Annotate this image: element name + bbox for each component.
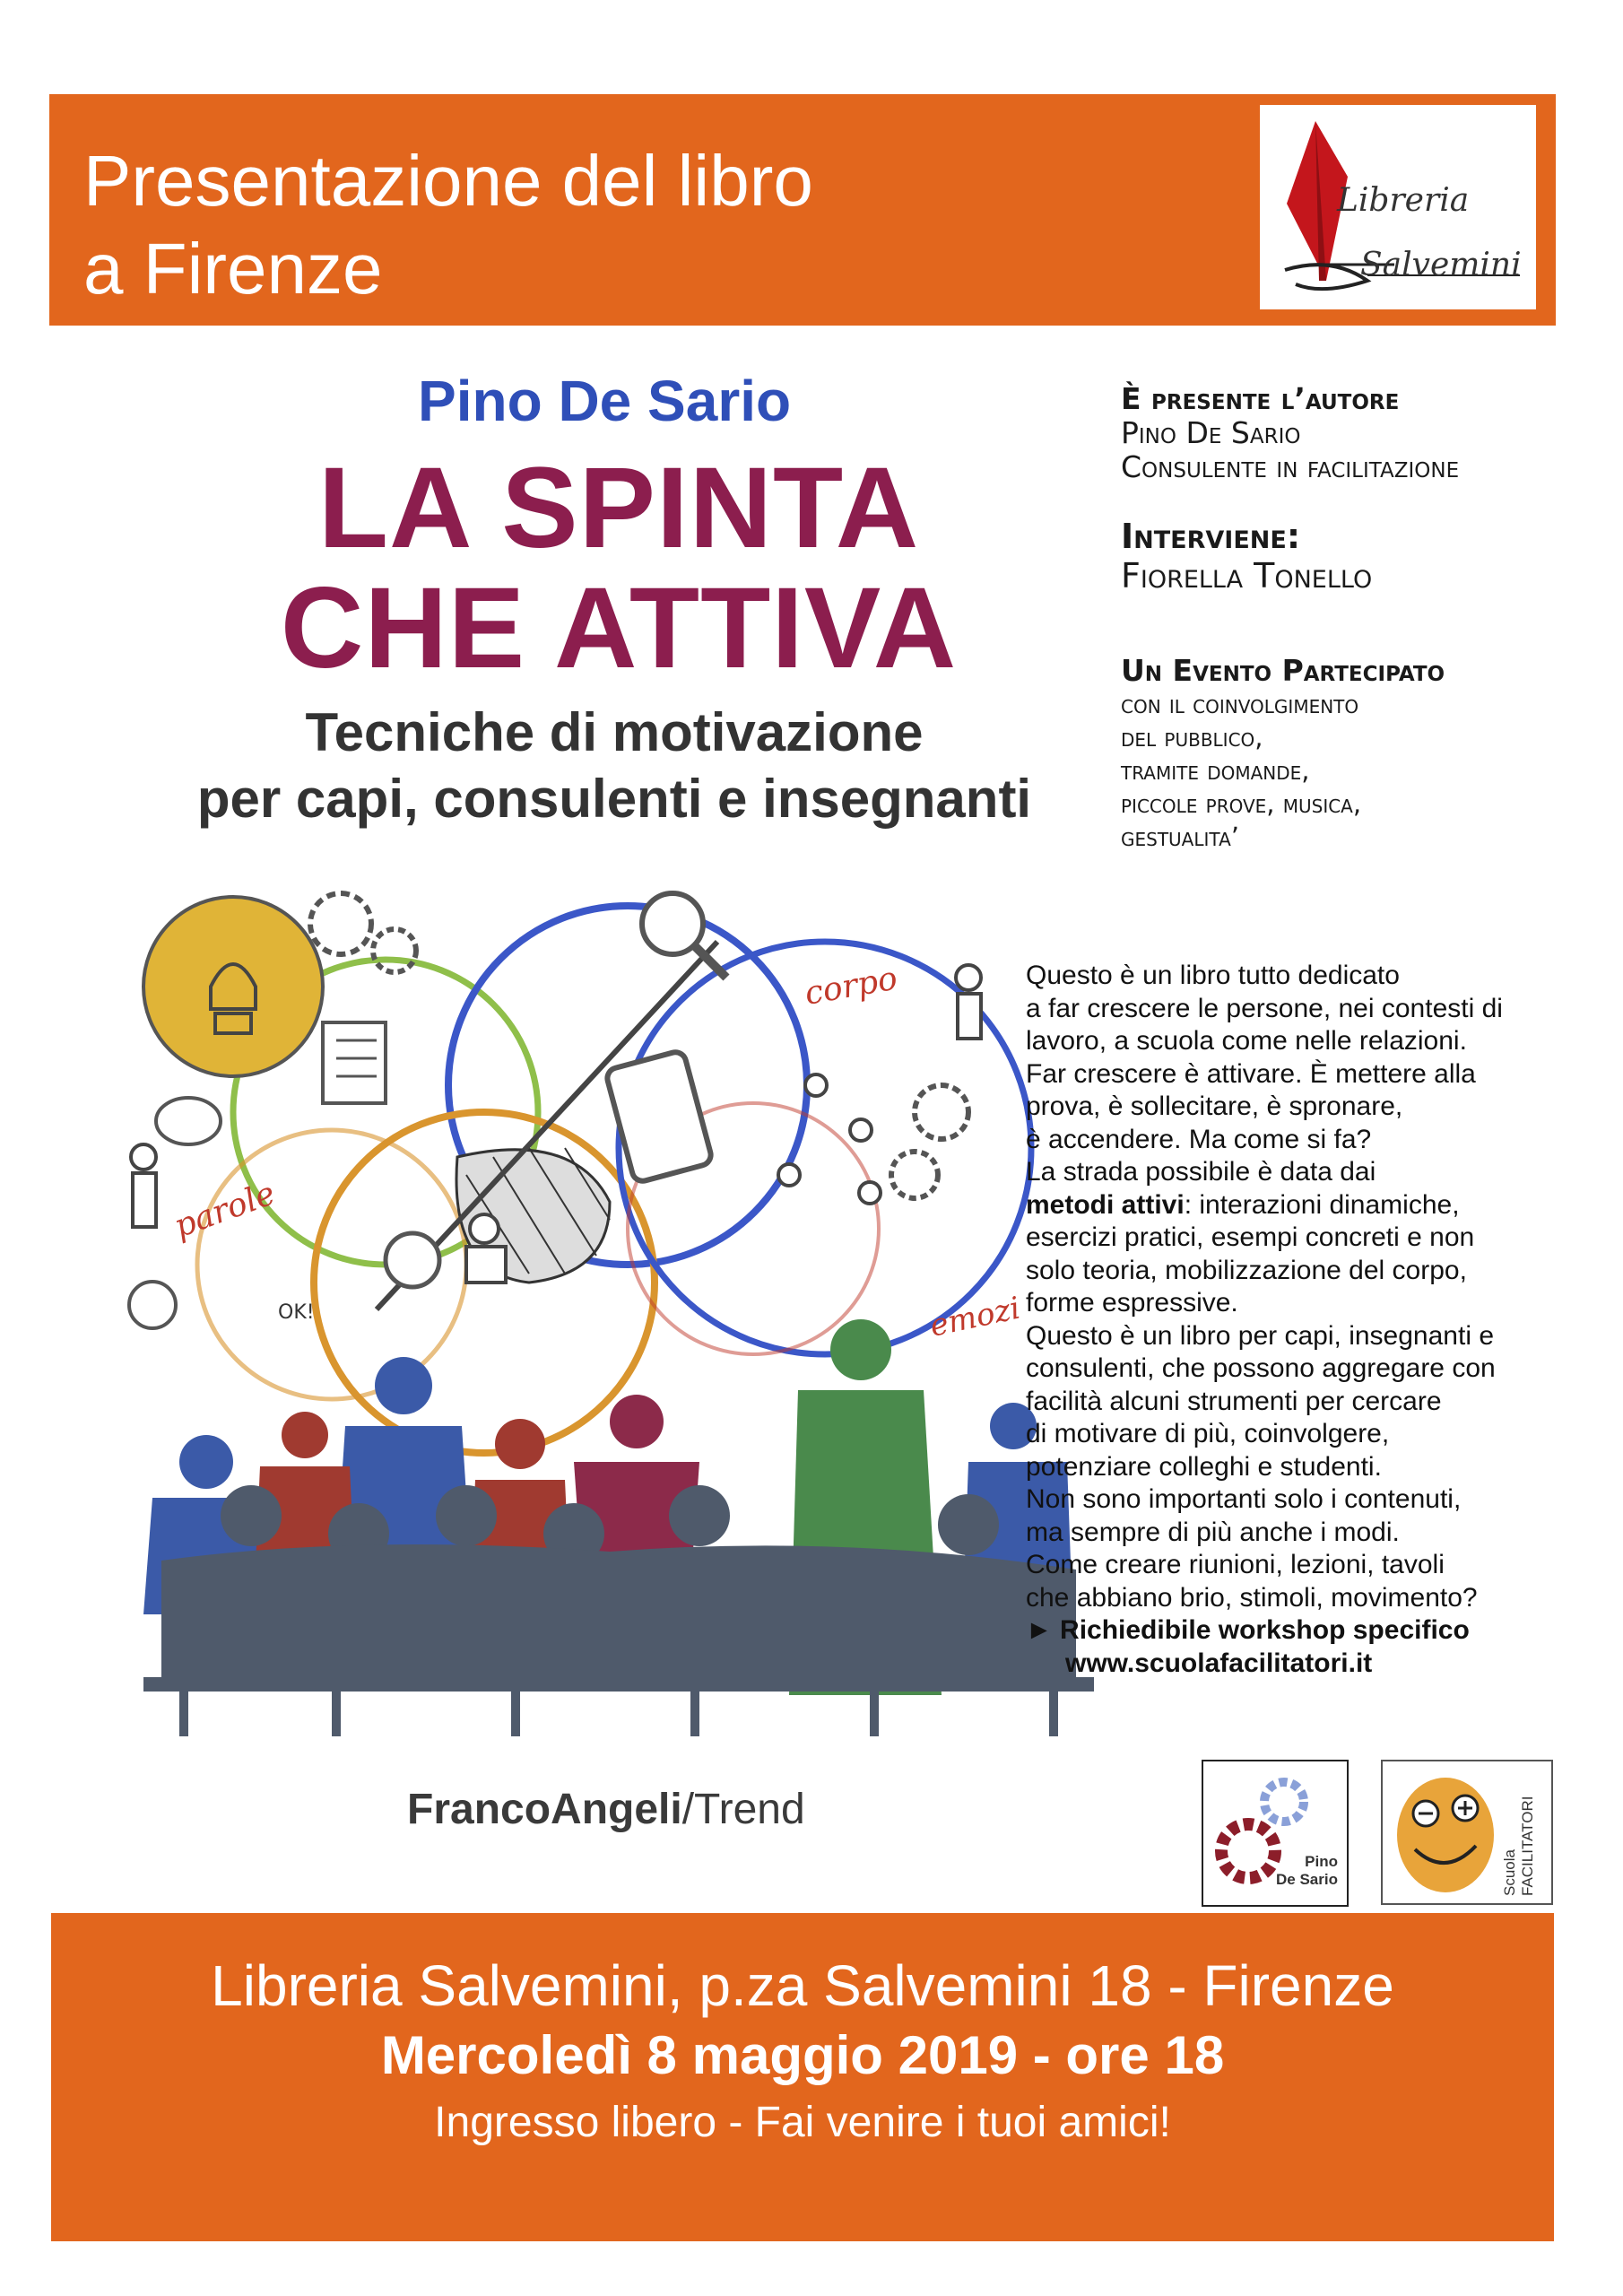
present-role: Consulente in facilitazione [1121, 449, 1460, 484]
desc-line: solo teoria, mobilizzazione del corpo, [1026, 1255, 1467, 1285]
desc-line: consulenti, che possono aggregare con [1026, 1353, 1496, 1383]
pino-logo-text [1276, 1853, 1338, 1889]
speech-bubble-icon [156, 1098, 221, 1144]
desc-line: prova, è sollecitare, è spronare, [1026, 1091, 1403, 1121]
desc-line: forme espressive. [1026, 1288, 1238, 1318]
evento-line: gestualita’ [1121, 822, 1239, 852]
publisher-main: FrancoAngeli [407, 1786, 682, 1833]
evento-heading: Un Evento Partecipato [1121, 653, 1445, 688]
interviene-heading: Interviene: [1121, 517, 1301, 556]
desc-line: lavoro, a scuola come nelle relazioni. [1026, 1026, 1467, 1056]
pino-logo-line1: Pino [1305, 1853, 1338, 1870]
desc-line: Come creare riunioni, lezioni, tavoli [1026, 1550, 1445, 1579]
desc-line: che abbiano brio, stimoli, movimento? [1026, 1582, 1478, 1613]
header-title-line2: a Firenze [83, 229, 383, 309]
header-banner [49, 94, 1556, 326]
book-description [1026, 960, 1582, 1680]
event-info [1121, 381, 1587, 854]
smiley-icon [1383, 1761, 1508, 1903]
book-title-line2: CHE ATTIVA [280, 564, 958, 692]
word-corpo: corpo [802, 960, 900, 1013]
desc-line: Questo è un libro tutto dedicato [1026, 961, 1400, 990]
evento-line: piccole prove, musica, [1121, 788, 1362, 819]
desc-line: La strada possibile è data dai [1026, 1157, 1376, 1187]
book-title [233, 444, 1004, 692]
desc-line: a far crescere le persone, nei contesti di [1026, 993, 1503, 1023]
publisher-series: /Trend [681, 1786, 805, 1833]
evento-line: del pubblico, [1121, 722, 1263, 752]
lightbulb-icon [143, 897, 323, 1076]
gear-icon [310, 893, 371, 954]
desc-line: Non sono importanti solo i contenuti, [1026, 1484, 1462, 1514]
desc-line-methods [1026, 1189, 1582, 1222]
scuola-logo-text [1501, 1796, 1537, 1896]
desc-line: potenziare colleghi e studenti. [1026, 1451, 1382, 1482]
libreria-salvemini-logo [1260, 105, 1536, 309]
book-subtitle [143, 700, 1085, 832]
magnifier-icon [642, 893, 703, 954]
venue-address: Libreria Salvemini, p.za Salvemini 18 - Firenze [211, 1953, 1394, 2018]
meeting-illustration [108, 888, 1112, 1749]
book-title-line1: LA SPINTA [317, 444, 920, 572]
word-ok: OK! [278, 1301, 315, 1324]
word-parole: parole [169, 1175, 281, 1246]
book-subtitle-line1: Tecniche di motivazione [305, 702, 924, 762]
clock-icon [386, 1233, 439, 1287]
alert-bubble-icon [129, 1282, 176, 1328]
bold-methods: metodi attivi [1026, 1189, 1185, 1220]
pino-logo-line2: De Sario [1276, 1871, 1338, 1888]
desc-line: Far crescere è attivare. È mettere alla [1026, 1058, 1476, 1089]
scuola-logo-line2: FACILITATORI [1519, 1796, 1536, 1896]
header-title-line1: Presentazione del libro [83, 141, 813, 221]
desc-line: è accendere. Ma come si fa? [1026, 1124, 1372, 1154]
logo-text-salvemini: Salvemini [1360, 247, 1522, 283]
event-date-time: Mercoledì 8 maggio 2019 - ore 18 [380, 2025, 1225, 2085]
website-link[interactable]: www.scuolafacilitatori.it [1065, 1648, 1373, 1678]
evento-line: tramite domande, [1121, 755, 1310, 786]
interviene-name: Fiorella Tonello [1121, 556, 1373, 596]
desc-line: ma sempre di più anche i modi. [1026, 1517, 1400, 1547]
desc-line: di motivare di più, coinvolgere, [1026, 1419, 1390, 1448]
footer-banner [51, 1913, 1554, 2241]
logo-text-libreria: Libreria [1337, 182, 1470, 219]
desc-line: Questo è un libro per capi, insegnanti e [1026, 1320, 1494, 1351]
desc-line: esercizi pratici, esempi concreti e non [1026, 1222, 1475, 1252]
gear-icon [915, 1085, 968, 1139]
header-title [83, 137, 813, 313]
desc-line: facilità alcuni strumenti per cercare [1026, 1386, 1442, 1416]
workshop-note: ► Richiedibile workshop specifico [1026, 1615, 1470, 1645]
scuola-facilitatori-logo [1381, 1760, 1553, 1905]
publisher-name [407, 1785, 805, 1834]
present-heading: È presente l’autore [1121, 381, 1400, 416]
checklist-icon [323, 1022, 386, 1103]
word-emozioni: emozi [926, 1290, 1024, 1344]
scuola-logo-line1: Scuola [1501, 1849, 1518, 1896]
entry-note: Ingresso libero - Fai venire i tuoi amici! [434, 2099, 1171, 2146]
after-bold: : interazioni dinamiche, [1184, 1189, 1460, 1220]
present-author: Pino De Sario [1121, 415, 1301, 450]
pino-de-sario-logo [1202, 1760, 1349, 1907]
author-name: Pino De Sario [418, 369, 792, 433]
evento-line: con il coinvolgimento [1121, 689, 1359, 719]
book-subtitle-line2: per capi, consulenti e insegnanti [196, 769, 1032, 829]
